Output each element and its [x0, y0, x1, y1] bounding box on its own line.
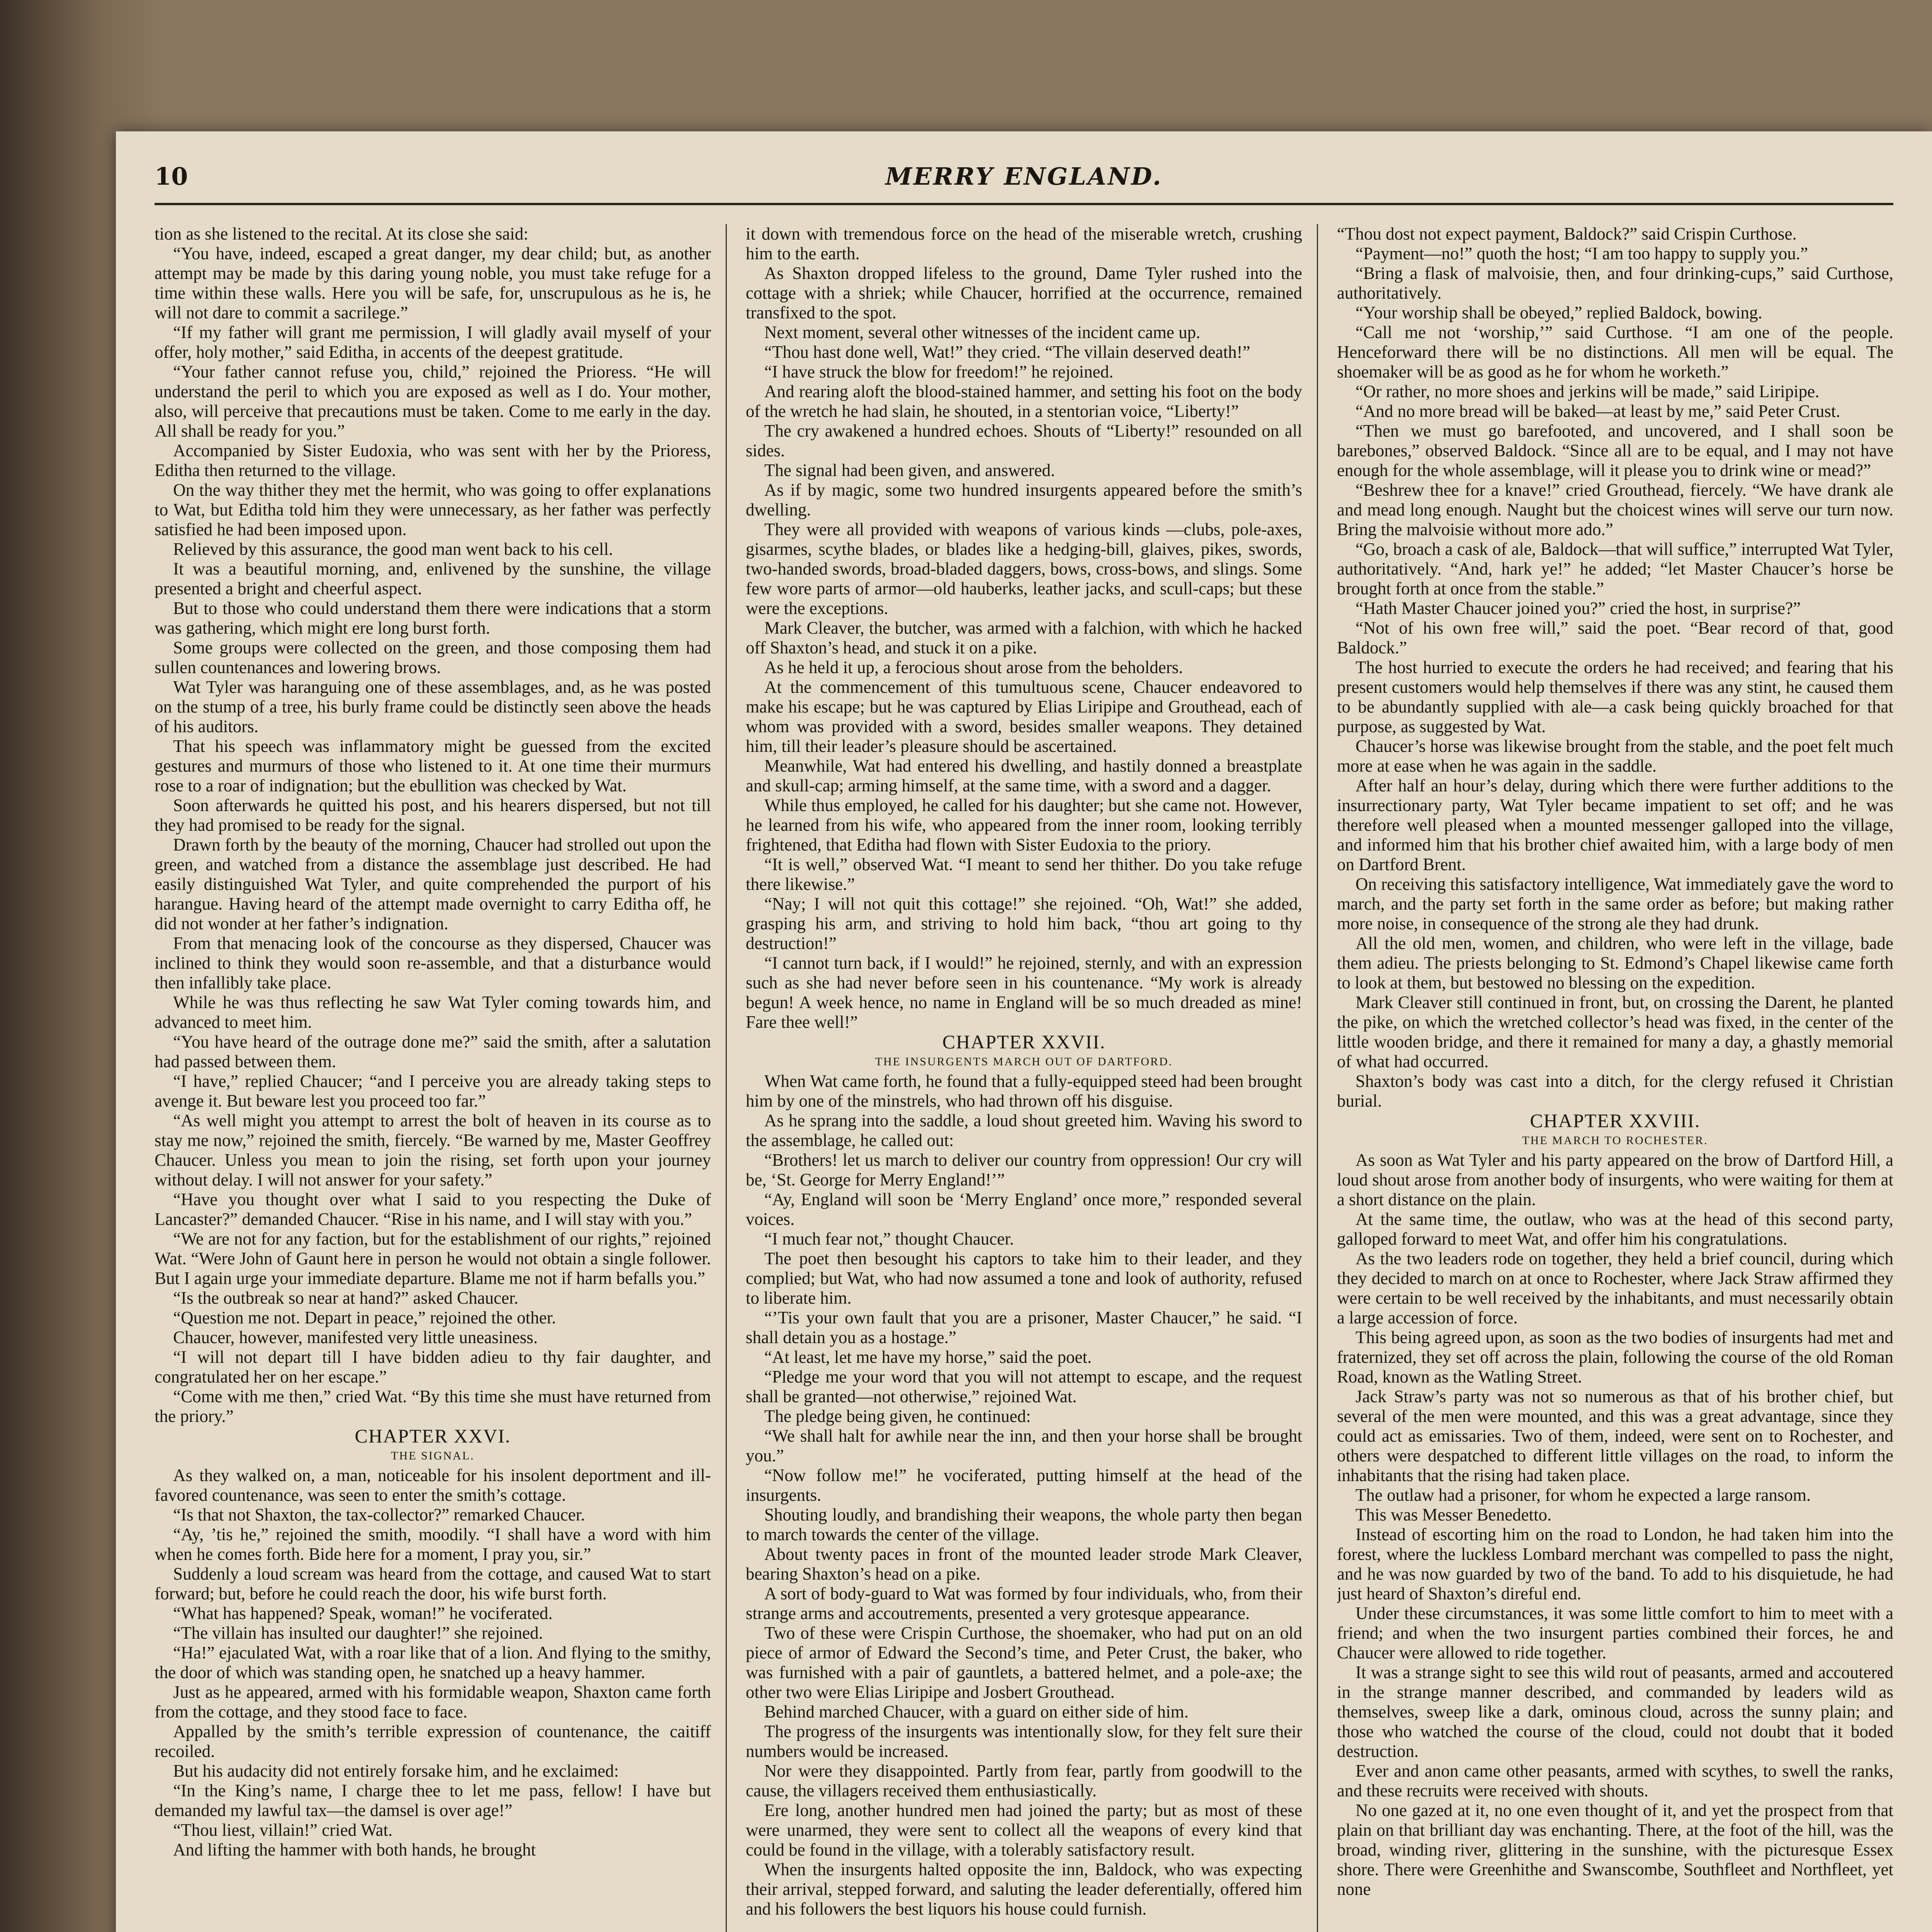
paragraph: This was Messer Benedetto.	[1355, 1505, 1552, 1524]
paragraph: No one gazed at it, no one even thought of it, and yet the prospect from that plain on that brilliant day was enchanting. There, at the foot of the hill, was the broad, winding river, glittering in the sunshine, with the picturesque Essex shore. There were Greenhithe and Swanscombe, Southfleet and Northfleet, yet none	[1337, 1801, 1893, 1899]
paragraph: Meanwhile, Wat had entered his dwelling, and hastily donned a breastplate and skull-cap; arming himself, at the same time, with a sword and a dagger.	[746, 756, 1302, 795]
paragraph: While thus employed, he called for his daughter; but she came not. However, he learned from his wife, who appeared from the inner room, looking terribly frightened, that Editha had flown with Sister Eudoxia to the priory.	[746, 796, 1302, 854]
paragraph: The host hurried to execute the orders he had received; and fearing that his present customers would help themselves if there was any stint, he caused them to be abundantly supplied with ale—a cask being quickly broached for that purpose, as suggested by Wat.	[1337, 658, 1893, 736]
paragraph: “Beshrew thee for a knave!” cried Grouthead, fiercely. “We have drank ale and mead long enough. Naught but the choicest wines will serve our turn now. Bring the malvoisie without more ado.”	[1337, 480, 1893, 539]
paragraph: “Not of his own free will,” said the poet. “Bear record of that, good Baldock.”	[1337, 618, 1893, 657]
paragraph: “As well might you attempt to arrest the bolt of heaven in its course as to stay me now,” rejoined the smith, fiercely. “Be warned by me, Master Geoffrey Chaucer. Unless you mean to join the rising, set forth upon your journey without delay. I will not answer for your safety.”	[155, 1111, 711, 1189]
column-divider	[1317, 224, 1318, 1932]
paragraph: On receiving this satisfactory intelligence, Wat immediately gave the word to march, and the party set forth in the same order as before; but making rather more noise, in consequence of the strong ale they had drunk.	[1337, 874, 1893, 933]
paragraph: Two of these were Crispin Curthose, the shoemaker, who had put on an old piece of armor of Edward the Second’s time, and Peter Crust, the baker, who was furnished with a pair of gauntlets, a battered helmet, and a pole-axe; the other two were Elias Liripipe and Josbert Grouthead.	[746, 1623, 1302, 1702]
text-column-1	[155, 224, 711, 1932]
paragraph: After half an hour’s delay, during which there were further additions to the insurrectionary party, Wat Tyler became impatient to set off; and he was therefore well pleased when a mounted messenger galloped into the village, and informed him that his brother chief awaited him, with a large body of men on Dartford Brent.	[1337, 776, 1893, 874]
header-rule	[155, 203, 1893, 205]
paragraph: This being agreed upon, as soon as the two bodies of insurgents had met and fraternized, they set off across the plain, following the course of the old Roman Road, known as the Watling Street.	[1337, 1328, 1893, 1386]
paragraph: Suddenly a loud scream was heard from the cottage, and caused Wat to start forward; but, before he could reach the door, his wife burst forth.	[155, 1564, 711, 1603]
chapter-heading: CHAPTER XXVI.	[355, 1425, 511, 1447]
paragraph: As he sprang into the saddle, a loud shout greeted him. Waving his sword to the assemblage, he called out:	[746, 1111, 1302, 1150]
paragraph: tion as she listened to the recital. At its close she said:	[155, 224, 529, 243]
running-title: MERRY ENGLAND.	[885, 162, 1163, 190]
paragraph: Instead of escorting him on the road to London, he had taken him into the forest, where the luckless Lombard merchant was compelled to pass the night, and he was now guarded by two of the band. To add to his disquietude, he had just heard of Shaxton’s direful end.	[1337, 1525, 1893, 1603]
paragraph: “I will not depart till I have bidden adieu to thy fair daughter, and congratulated her on her escape.”	[155, 1347, 711, 1386]
paragraph: Next moment, several other witnesses of the incident came up.	[764, 323, 1201, 342]
paragraph: The poet then besought his captors to take him to their leader, and they complied; but Wat, who had now assumed a tone and look of authority, refused to liberate him.	[746, 1249, 1302, 1308]
paragraph: “Hath Master Chaucer joined you?” cried the host, in surprise?”	[1355, 599, 1801, 618]
paragraph: They were all provided with weapons of various kinds —clubs, pole-axes, gisarmes, scythe blades, or blades like a hedging-bill, glaives, pikes, swords, two-handed swords, broad-bladed daggers, bows, cross-bows, and slings. Some few wore parts of armor—old hauberks, leather jacks, and scull-caps; but these were the exceptions.	[746, 520, 1302, 618]
paragraph: “Pledge me your word that you will not attempt to escape, and the request shall be granted—not otherwise,” rejoined Wat.	[746, 1367, 1302, 1406]
paragraph: About twenty paces in front of the mounted leader strode Mark Cleaver, bearing Shaxton’s head on a pike.	[746, 1544, 1302, 1583]
chapter-subtitle: THE SIGNAL.	[391, 1449, 475, 1462]
paragraph: As soon as Wat Tyler and his party appeared on the brow of Dartford Hill, a loud shout arose from another body of insurgents, who were waiting for them at a short distance on the plain.	[1337, 1150, 1893, 1209]
paragraph: On the way thither they met the hermit, who was going to offer explanations to Wat, but Editha told him they were unnecessary, as her father was perfectly satisfied he had been imposed upon.	[155, 480, 711, 539]
paragraph: “You have heard of the outrage done me?” said the smith, after a salutation had passed between them.	[155, 1032, 711, 1071]
paragraph: “Thou hast done well, Wat!” they cried. “The villain deserved death!”	[764, 342, 1250, 362]
paragraph: “What has happened? Speak, woman!” he vociferated.	[173, 1604, 553, 1623]
paragraph: While he was thus reflecting he saw Wat Tyler coming towards him, and advanced to meet him.	[155, 993, 711, 1032]
paragraph: “I have,” replied Chaucer; “and I perceive you are already taking steps to avenge it. But beware lest you proceed too far.”	[155, 1071, 711, 1111]
paragraph: “Nay; I will not quit this cottage!” she rejoined. “Oh, Wat!” she added, grasping his arm, and striving to hold him back, “thou art going to thy destruction!”	[746, 894, 1302, 953]
paragraph: “Ay, ’tis he,” rejoined the smith, moodily. “I shall have a word with him when he comes forth. Bide here for a moment, I pray you, sir.”	[155, 1525, 711, 1564]
paragraph: Just as he appeared, armed with his formidable weapon, Shaxton came forth from the cottage, and they stood face to face.	[155, 1682, 711, 1721]
paragraph: It was a strange sight to see this wild rout of peasants, armed and accoutered in the strange manner described, and commanded by leaders wild as themselves, sweep like a dark, ominous cloud, across the sunny plain; and those who watched the course of the cloud, could not doubt that it boded destruction.	[1337, 1663, 1893, 1761]
paragraph: Ere long, another hundred men had joined the party; but as most of these were unarmed, they were sent to collect all the weapons of every kind that could be found in the village, with a tolerably satisfactory result.	[746, 1801, 1302, 1859]
paragraph: “In the King’s name, I charge thee to let me pass, fellow! I have but demanded my lawful tax—the damsel is over age!”	[155, 1781, 711, 1820]
paragraph: “Now follow me!” he vociferated, putting himself at the head of the insurgents.	[746, 1466, 1302, 1505]
paragraph: But his audacity did not entirely forsake him, and he exclaimed:	[173, 1761, 619, 1781]
paragraph: The cry awakened a hundred echoes. Shouts of “Liberty!” resounded on all sides.	[746, 421, 1302, 460]
paragraph: Appalled by the smith’s terrible expression of countenance, the caitiff recoiled.	[155, 1722, 711, 1761]
paragraph: But to those who could understand them there were indications that a storm was gathering, which might ere long burst forth.	[155, 599, 711, 638]
paragraph: “At least, let me have my horse,” said the poet.	[764, 1347, 1092, 1367]
paragraph: “Bring a flask of malvoisie, then, and four drinking-cups,” said Curthose, authoritatively.	[1337, 264, 1893, 303]
paragraph: “You have, indeed, escaped a great danger, my dear child; but, as another attempt may be made by this daring young noble, you must take refuge for a time within these walls. Here you will be safe, for, unscrupulous as he is, he will not dare to commit a sacrilege.”	[155, 244, 711, 322]
paragraph: Shaxton’s body was cast into a ditch, for the clergy refused it Christian burial.	[1337, 1071, 1893, 1111]
paragraph: As he held it up, a ferocious shout arose from the beholders.	[764, 658, 1183, 677]
paragraph: When Wat came forth, he found that a fully-equipped steed had been brought him by one of the minstrels, who had thrown off his disguise.	[746, 1071, 1302, 1111]
paragraph: “I cannot turn back, if I would!” he rejoined, sternly, and with an expression such as she had never before seen in his countenance. “My work is already begun! A week hence, no name in England will be so much dreaded as mine! Fare thee well!”	[746, 953, 1302, 1032]
column-divider	[726, 224, 727, 1932]
paragraph: “Go, broach a cask of ale, Baldock—that will suffice,” interrupted Wat Tyler, authoritatively. “And, hark ye!” he added; “let Master Chaucer’s horse be brought forth at once from the stable.”	[1337, 539, 1893, 598]
paragraph: Soon afterwards he quitted his post, and his hearers dispersed, but not till they had promised to be ready for the signal.	[155, 796, 711, 835]
paragraph: “Payment—no!” quoth the host; “I am too happy to supply you.”	[1355, 244, 1808, 263]
paragraph: The signal had been given, and answered.	[764, 461, 1055, 480]
paragraph: Jack Straw’s party was not so numerous as that of his brother chief, but several of the men were mounted, and this was a great advantage, since they could act as emissaries. Two of them, indeed, were sent on to Rochester, and others were despatched to different little villages on the road, to inform the inhabitants that the rising had taken place.	[1337, 1387, 1893, 1485]
paragraph: When the insurgents halted opposite the inn, Baldock, who was expecting their arrival, stepped forward, and saluting the leader deferentially, offered him and his followers the best liquors his house could furnish.	[746, 1860, 1302, 1918]
paragraph: “The villain has insulted our daughter!” she rejoined.	[173, 1623, 543, 1643]
paragraph: “Call me not ‘worship,’” said Curthose. “I am one of the people. Henceforward there will be no distinctions. All men will be equal. The shoemaker will be as good as he for whom he worketh.”	[1337, 323, 1893, 381]
text-column-2	[746, 224, 1302, 1932]
paragraph: it down with tremendous force on the head of the miserable wretch, crushing him to the earth.	[746, 224, 1302, 263]
newspaper-page	[116, 131, 1932, 1932]
paragraph: “Have you thought over what I said to you respecting the Duke of Lancaster?” demanded Chaucer. “Rise in his name, and I will stay with you.”	[155, 1190, 711, 1229]
paragraph: Chaucer’s horse was likewise brought from the stable, and the poet felt much more at ease when he was again in the saddle.	[1337, 736, 1893, 776]
paragraph: The pledge being given, he continued:	[764, 1406, 1031, 1426]
paragraph: It was a beautiful morning, and, enlivened by the sunshine, the village presented a bright and cheerful aspect.	[155, 559, 711, 598]
paragraph: “Is the outbreak so near at hand?” asked Chaucer.	[173, 1288, 519, 1308]
paragraph: “Is that not Shaxton, the tax-collector?” remarked Chaucer.	[173, 1505, 585, 1524]
paragraph: Shouting loudly, and brandishing their weapons, the whole party then began to march towards the center of the village.	[746, 1505, 1302, 1544]
paragraph: As they walked on, a man, noticeable for his insolent deportment and ill-favored countenance, was seen to enter the smith’s cottage.	[155, 1466, 711, 1505]
paragraph: Relieved by this assurance, the good man went back to his cell.	[173, 539, 613, 559]
paragraph: “Question me not. Depart in peace,” rejoined the other.	[173, 1308, 556, 1327]
paragraph: “Brothers! let us march to deliver our country from oppression! Our cry will be, ‘St. George for Merry England!’”	[746, 1150, 1302, 1189]
paragraph: “We are not for any faction, but for the establishment of our rights,” rejoined Wat. “Were John of Gaunt here in person he would not obtain a single follower. But I again urge your immediate departure. Blame me not if harm befalls you.”	[155, 1229, 711, 1288]
chapter-subtitle: THE MARCH TO ROCHESTER.	[1522, 1134, 1708, 1147]
paragraph: “It is well,” observed Wat. “I meant to send her thither. Do you take refuge there likewise.”	[746, 855, 1302, 894]
paragraph: “Your worship shall be obeyed,” replied Baldock, bowing.	[1355, 303, 1762, 322]
page-number: 10	[155, 162, 188, 190]
paragraph: As if by magic, some two hundred insurgents appeared before the smith’s dwelling.	[746, 480, 1302, 519]
paragraph: And rearing aloft the blood-stained hammer, and setting his foot on the body of the wretch he had slain, he shouted, in a stentorian voice, “Liberty!”	[746, 382, 1302, 421]
paragraph: “Or rather, no more shoes and jerkins will be made,” said Liripipe.	[1355, 382, 1820, 401]
paragraph: As the two leaders rode on together, they held a brief council, during which they decided to march on at once to Rochester, where Jack Straw affirmed they were certain to be well received by the inhabitants, and must necessarily obtain a large accession of force.	[1337, 1249, 1893, 1327]
paragraph: “And no more bread will be baked—at least by me,” said Peter Crust.	[1355, 401, 1840, 421]
paragraph: Behind marched Chaucer, with a guard on either side of him.	[764, 1702, 1189, 1721]
paragraph: The outlaw had a prisoner, for whom he expected a large ransom.	[1355, 1485, 1811, 1505]
paragraph: “I much fear not,” thought Chaucer.	[764, 1229, 1014, 1248]
text-column-3	[1337, 224, 1893, 1932]
paragraph: As Shaxton dropped lifeless to the ground, Dame Tyler rushed into the cottage with a shriek; while Chaucer, horrified at the occurrence, remained transfixed to the spot.	[746, 264, 1302, 322]
paragraph: The progress of the insurgents was intentionally slow, for they felt sure their numbers would be increased.	[746, 1722, 1302, 1761]
paragraph: At the same time, the outlaw, who was at the head of this second party, galloped forward to meet Wat, and offer him his congratulations.	[1337, 1209, 1893, 1248]
paragraph: All the old men, women, and children, who were left in the village, bade them adieu. The priests belonging to St. Edmond’s Chapel likewise came forth to look at them, but bestowed no blessing on the expedition.	[1337, 934, 1893, 992]
paragraph: “Ha!” ejaculated Wat, with a roar like that of a lion. And flying to the smithy, the door of which was standing open, he snatched up a heavy hammer.	[155, 1643, 711, 1682]
paragraph: “Come with me then,” cried Wat. “By this time she must have returned from the priory.”	[155, 1387, 711, 1426]
paragraph: “If my father will grant me permission, I will gladly avail myself of your offer, holy mother,” said Editha, in accents of the deepest gratitude.	[155, 323, 711, 362]
paragraph: From that menacing look of the concourse as they dispersed, Chaucer was inclined to think they would soon re-assemble, and that a disturbance would then infallibly take place.	[155, 934, 711, 992]
chapter-subtitle: THE INSURGENTS MARCH OUT OF DARTFORD.	[875, 1055, 1173, 1068]
paragraph: “Thou dost not expect payment, Baldock?” said Crispin Curthose.	[1337, 224, 1797, 243]
paragraph: “’Tis your own fault that you are a prisoner, Master Chaucer,” he said. “I shall detain you as a hostage.”	[746, 1308, 1302, 1347]
page-header	[155, 162, 1893, 197]
paragraph: Mark Cleaver still continued in front, but, on crossing the Darent, he planted the pike, on which the wretched collector’s head was fixed, in the center of the little wooden bridge, and there it remained for many a day, a ghastly memorial of what had occurred.	[1337, 993, 1893, 1071]
chapter-heading: CHAPTER XXVIII.	[1530, 1110, 1701, 1131]
paragraph: Wat Tyler was haranguing one of these assemblages, and, as he was posted on the stump of a tree, his burly frame could be distinctly seen above the heads of his auditors.	[155, 677, 711, 736]
paragraph: “Your father cannot refuse you, child,” rejoined the Prioress. “He will understand the peril to which you are exposed as well as I do. Your mother, also, will perceive that precautions must be taken. Come to me early in the day. All shall be ready for you.”	[155, 362, 711, 440]
paragraph: And lifting the hammer with both hands, he brought	[173, 1840, 536, 1859]
paragraph: “Then we must go barefooted, and uncovered, and I shall soon be barebones,” observed Baldock. “Since all are to be equal, and I may not have enough for the whole assemblage, will it please you to drink wine or mead?”	[1337, 421, 1893, 480]
paragraph: A sort of body-guard to Wat was formed by four individuals, who, from their strange arms and accoutrements, presented a very grotesque appearance.	[746, 1584, 1302, 1623]
paragraph: “I have struck the blow for freedom!” he rejoined.	[764, 362, 1114, 381]
chapter-heading: CHAPTER XXVII.	[942, 1031, 1106, 1053]
paragraph: Nor were they disappointed. Partly from fear, partly from goodwill to the cause, the villagers received them enthusiastically.	[746, 1761, 1302, 1800]
paragraph: That his speech was inflammatory might be guessed from the excited gestures and murmurs of those who listened to it. At one time their murmurs rose to a roar of indignation; but the ebullition was checked by Wat.	[155, 736, 711, 795]
paragraph: Under these circumstances, it was some little comfort to him to meet with a friend; and when the two insurgent parties combined their forces, he and Chaucer were allowed to ride together.	[1337, 1604, 1893, 1662]
paragraph: Accompanied by Sister Eudoxia, who was sent with her by the Prioress, Editha then returned to the village.	[155, 441, 711, 480]
paragraph: Drawn forth by the beauty of the morning, Chaucer had strolled out upon the green, and watched from a distance the assemblage just described. He had easily distinguished Wat Tyler, and quite comprehended the purport of his harangue. Having heard of the attempt made overnight to carry Editha off, he did not wonder at her father’s indignation.	[155, 835, 711, 933]
paragraph: At the commencement of this tumultuous scene, Chaucer endeavored to make his escape; but he was captured by Elias Liripipe and Grouthead, each of whom was provided with a sword, besides smaller weapons. They detained him, till their leader’s pleasure should be ascertained.	[746, 677, 1302, 756]
paragraph: Chaucer, however, manifested very little uneasiness.	[173, 1328, 538, 1347]
paragraph: “We shall halt for awhile near the inn, and then your horse shall be brought you.”	[746, 1426, 1302, 1465]
paragraph: “Ay, England will soon be ‘Merry England’ once more,” responded several voices.	[746, 1190, 1302, 1229]
paragraph: Some groups were collected on the green, and those composing them had sullen countenances and lowering brows.	[155, 638, 711, 677]
paragraph: Mark Cleaver, the butcher, was armed with a falchion, with which he hacked off Shaxton’s head, and stuck it on a pike.	[746, 618, 1302, 657]
paragraph: Ever and anon came other peasants, armed with scythes, to swell the ranks, and these recruits were received with shouts.	[1337, 1761, 1893, 1800]
paragraph: “Thou liest, villain!” cried Wat.	[173, 1820, 393, 1840]
